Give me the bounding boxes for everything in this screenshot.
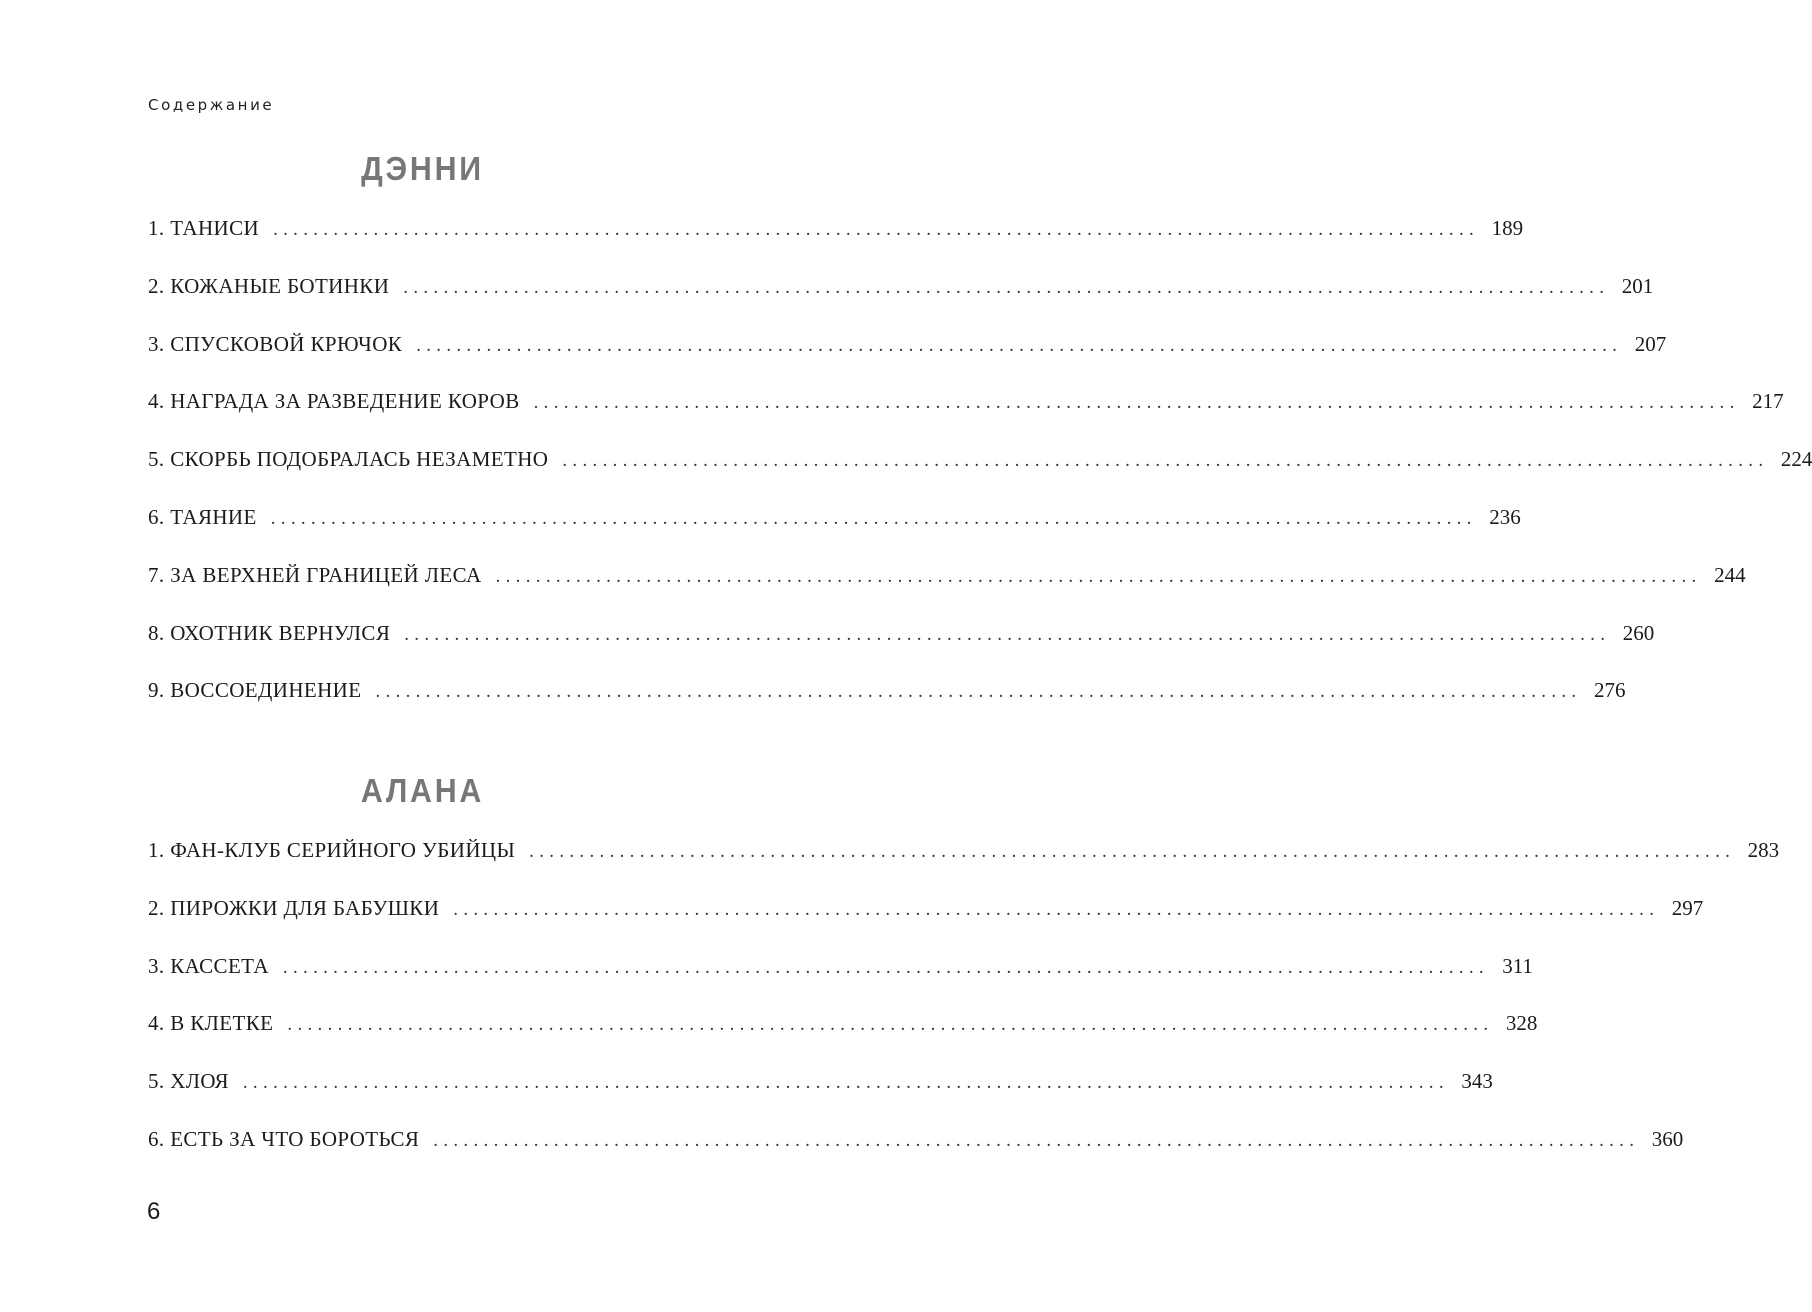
toc-entry-page: 244 — [1714, 562, 1746, 587]
toc-entry-page: 224 — [1780, 447, 1812, 472]
toc-entry-page: 217 — [1752, 389, 1784, 414]
toc-entry-title: 3. КАССЕТА — [148, 953, 269, 978]
toc-entry[interactable] — [148, 562, 1746, 621]
toc-entry-page: 360 — [1651, 1126, 1684, 1151]
toc-leader-dots: ........................................................................................................................ — [403, 276, 1610, 298]
toc-entry[interactable] — [148, 838, 1780, 896]
toc-leader-dots: ........................................................................................................................ — [375, 681, 1582, 703]
toc-leader-dots: ........................................................................................................................ — [282, 956, 1489, 978]
toc-entry-title: 9. ВОССОЕДИНЕНИЕ — [148, 678, 362, 703]
toc-leader-dots: ........................................................................................................................ — [529, 841, 1736, 862]
toc-entry-title: 1. ТАНИСИ — [148, 216, 260, 240]
toc-leader-dots: ........................................................................................................................ — [416, 334, 1623, 356]
toc-entry-page: 189 — [1491, 216, 1524, 240]
toc-entry[interactable] — [148, 620, 1655, 679]
toc-entry-page: 201 — [1621, 273, 1654, 298]
toc-entry-title: 7. ЗА ВЕРХНЕЙ ГРАНИЦЕЙ ЛЕСА — [148, 562, 482, 587]
toc-entry-page: 236 — [1489, 504, 1521, 529]
toc-entry-title: 2. ПИРОЖКИ ДЛЯ БАБУШКИ — [148, 895, 440, 920]
section-title-alana: АЛАНА — [360, 772, 485, 809]
toc-entry[interactable] — [148, 1126, 1684, 1185]
toc-leader-dots: ........................................................................................................................ — [495, 565, 1702, 587]
toc-section-denny — [148, 216, 1812, 736]
toc-section-alana — [148, 838, 1780, 1185]
toc-entry-title: 5. ХЛОЯ — [148, 1069, 229, 1094]
toc-leader-dots: ........................................................................................................................ — [404, 623, 1611, 645]
toc-entry[interactable] — [148, 331, 1667, 390]
toc-entry[interactable] — [148, 389, 1784, 447]
toc-entry-page: 276 — [1593, 678, 1626, 703]
toc-leader-dots: ........................................................................................................................ — [453, 898, 1660, 920]
toc-entry-title: 2. КОЖАНЫЕ БОТИНКИ — [148, 273, 390, 298]
toc-leader-dots: ........................................................................................................................ — [273, 219, 1480, 240]
toc-leader-dots: ........................................................................................................................ — [533, 392, 1740, 414]
toc-entry-page: 343 — [1461, 1069, 1493, 1094]
toc-entry-page: 328 — [1505, 1011, 1538, 1036]
toc-entry[interactable] — [148, 273, 1654, 332]
toc-leader-dots: ........................................................................................................................ — [433, 1129, 1640, 1151]
running-head: Содержание — [148, 96, 275, 114]
toc-entry[interactable] — [148, 895, 1704, 954]
toc-entry-page: 311 — [1502, 953, 1533, 978]
toc-entry-title: 4. В КЛЕТКЕ — [148, 1011, 274, 1036]
toc-entry-title: 6. ТАЯНИЕ — [148, 504, 257, 529]
section-title-denny: ДЭННИ — [361, 150, 484, 187]
toc-entry-title: 8. ОХОТНИК ВЕРНУЛСЯ — [148, 620, 391, 645]
toc-entry[interactable] — [148, 953, 1533, 1012]
toc-entry-title: 4. НАГРАДА ЗА РАЗВЕДЕНИЕ КОРОВ — [148, 389, 520, 414]
toc-entry[interactable] — [148, 678, 1626, 736]
toc-entry-page: 297 — [1671, 895, 1704, 920]
toc-entry-title: 3. СПУСКОВОЙ КРЮЧОК — [148, 331, 403, 356]
toc-entry-title: 6. ЕСТЬ ЗА ЧТО БОРОТЬСЯ — [148, 1126, 420, 1151]
page-number: 6 — [147, 1198, 161, 1225]
toc-leader-dots: ........................................................................................................................ — [242, 1072, 1449, 1094]
toc-entry-page: 207 — [1634, 331, 1667, 356]
toc-entry-page: 260 — [1622, 620, 1655, 645]
toc-entry[interactable] — [148, 216, 1524, 274]
toc-leader-dots: ........................................................................................................................ — [562, 450, 1769, 472]
toc-leader-dots: ........................................................................................................................ — [270, 507, 1477, 529]
toc-entry[interactable] — [148, 1069, 1493, 1127]
toc-entry[interactable] — [148, 504, 1521, 563]
toc-entry-title: 1. ФАН-КЛУБ СЕРИЙНОГО УБИЙЦЫ — [148, 838, 516, 862]
toc-entry[interactable] — [148, 1011, 1538, 1069]
toc-entry-page: 283 — [1747, 838, 1780, 862]
toc-entry[interactable] — [148, 447, 1812, 505]
toc-leader-dots: ........................................................................................................................ — [287, 1014, 1494, 1036]
toc-entry-title: 5. СКОРБЬ ПОДОБРАЛАСЬ НЕЗАМЕТНО — [148, 447, 549, 472]
